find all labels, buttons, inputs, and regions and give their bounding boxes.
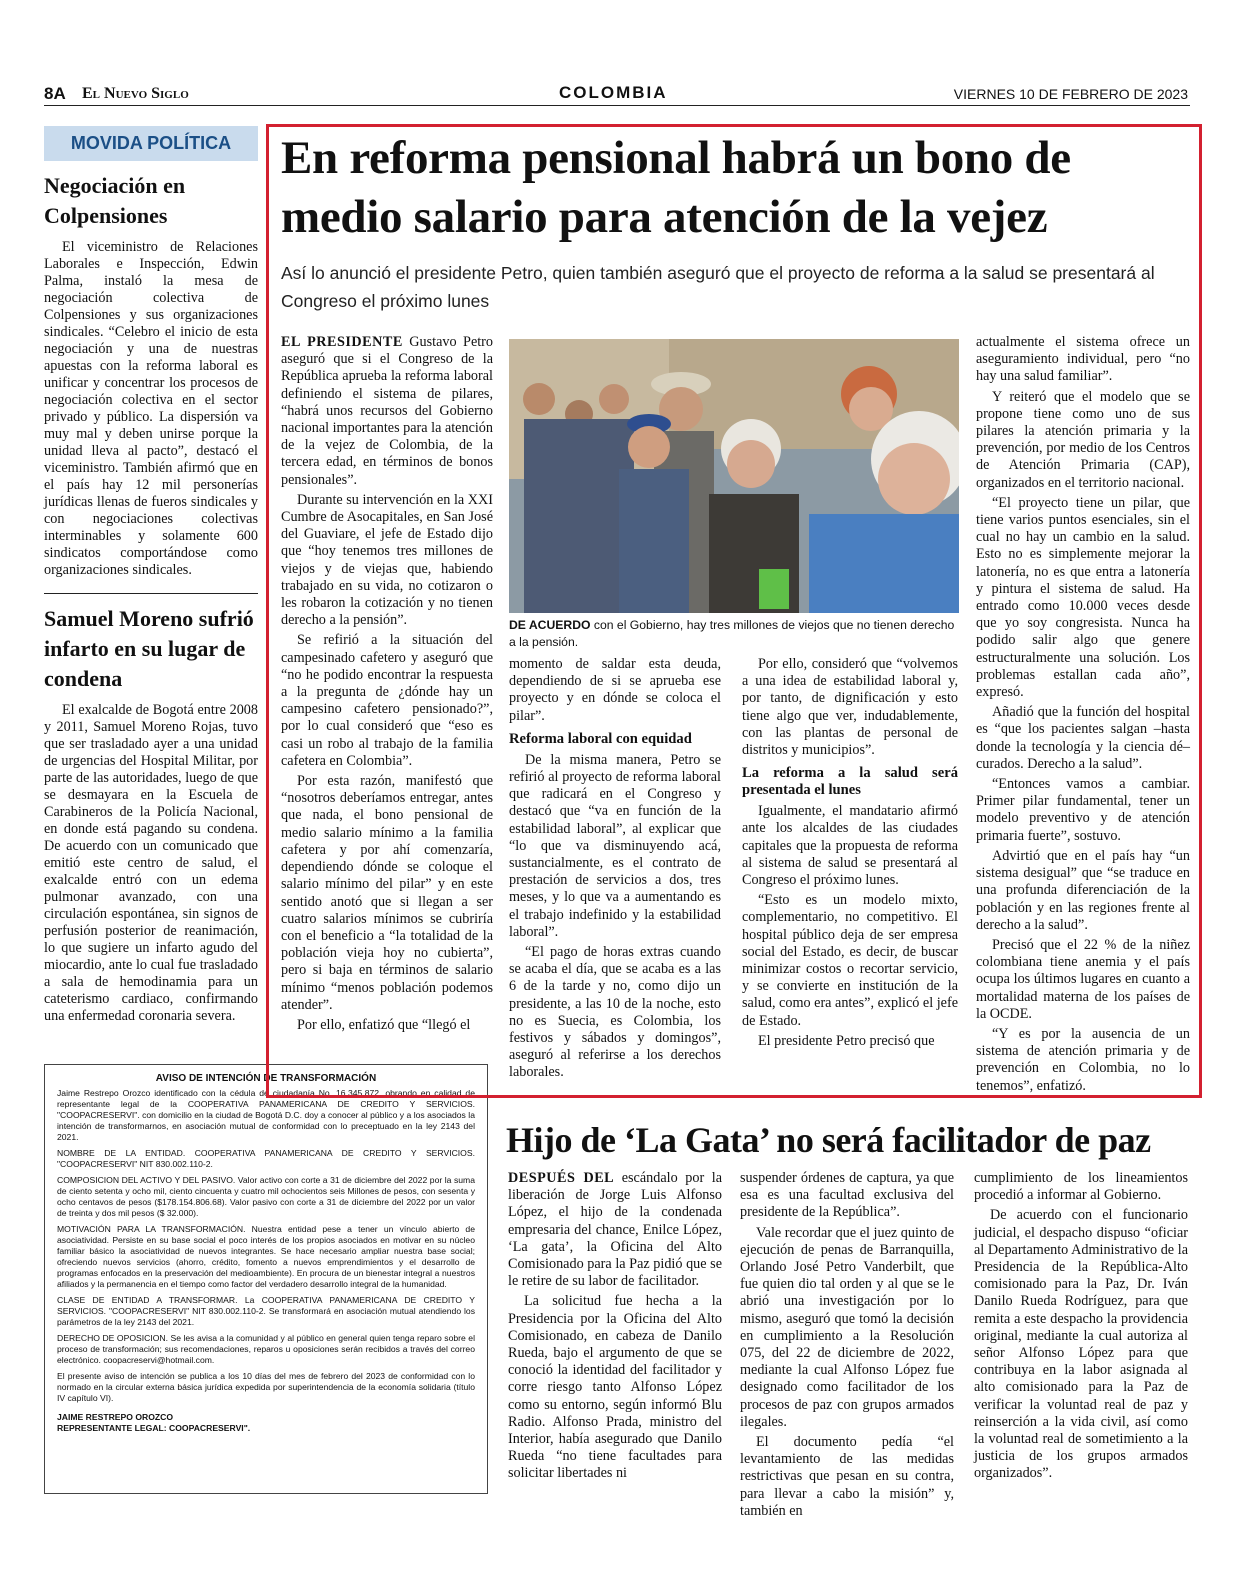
article-paragraph: Advirtió que en el país hay “un sistema desigual” que “se traduce en una profunda diferenciación de la población y en las regiones frente al derecho a la salud”. bbox=[976, 847, 1190, 933]
notice-paragraph: COMPOSICION DEL ACTIVO Y DEL PASIVO. Valor activo con corte a 31 de diciembre del 2022 por la suma de ciento setenta y ocho mil, ciento cincuenta y cuatro mil ochocientos seis Millones de pesos, con sesenta y ocho centavos de pesos ($178.154.806.68). Valor pasivo con corte a 31 de diciembre del 2022 por un valor de treinta y dos mil pesos ($ 32.000). bbox=[57, 1175, 475, 1218]
article-paragraph: Y reiteró que el modelo que se propone tiene como uno de sus pilares la atención primaria y la prevención, por medio de los Centros de Atención Primaria (CAP), organizados en el territorio nacional. bbox=[976, 388, 1190, 491]
article-kicker: EL PRESIDENTE bbox=[281, 334, 403, 350]
article-paragraph: De la misma manera, Petro se refirió al proyecto de reforma laboral que radicará en el Congreso y destacó que “va en función de la estabilidad laboral”, al explicar que “lo que va disminuyendo acá, sustancialmente, es el contrato de prestación de servicios a dos, tres meses, y lo que va a aumentando es el trabajo indefinido y la estabilidad laboral”. bbox=[509, 751, 721, 940]
notice-signature-name: JAIME RESTREPO OROZCO bbox=[57, 1412, 174, 1422]
brief-text-1: El viceministro de Relaciones Laborales e Inspección, Edwin Palma, instaló la mesa de negociación colectiva de Colpensiones y sus organizaciones sindicales. “Celebro el inicio de esta negociación y una de nuestras apuestas con la reforma laboral es unificar y concentrar los procesos de negociación colectiva en el sector privado y público. La dispersión va muy mal y deben unirse porque la unidad lleva al pacto”, destacó el viceministro. También afirmó que en el país hay 12 mil personerías jurídicas llenas de fueros sindicales y con negociaciones colectivas interminables y solamente 600 sindicatos comportándose como organizaciones sindicales. bbox=[44, 239, 258, 578]
caption-text: con el Gobierno, hay tres millones de viejos que no tienen derecho a la pensión. bbox=[509, 618, 955, 649]
elderly-people-photo bbox=[509, 339, 959, 613]
article-subheading: La reforma a la salud será presentada el lunes bbox=[742, 765, 958, 799]
article-column-1 bbox=[281, 334, 493, 1037]
photo-caption bbox=[509, 617, 959, 651]
brief-title-1: Negociación en Colpensiones bbox=[44, 173, 186, 228]
second-article-column-2 bbox=[740, 1170, 954, 1523]
article-paragraph: “Entonces vamos a cambiar. Primer pilar fundamental, tener un modelo preventivo y de atención primaria fuerte”, sostuvo. bbox=[976, 776, 1190, 844]
article-paragraph: “El pago de horas extras cuando se acaba el día, que se acaba es a las 6 de la tarde y no, como dijo un presidente, a las 10 de la noche, esto no es Suecia, es Colombia, los festivos y sábados y domingos”, aseguró al referirse a los derechos laborales. bbox=[509, 944, 721, 1081]
article-subheading: Reforma laboral con equidad bbox=[509, 730, 692, 747]
main-article bbox=[266, 124, 1202, 1098]
second-article-column-1 bbox=[508, 1170, 722, 1486]
article-headline: En reforma pensional habrá un bono de medio salario para atención de la vejez bbox=[281, 132, 1071, 243]
page-header bbox=[44, 82, 1190, 106]
article-paragraph: Igualmente, el mandatario afirmó ante los alcaldes de las ciudades capitales que la propuesta de reforma al sistema de salud se presentará al Congreso el próximo lunes. bbox=[742, 803, 958, 889]
article-column-3 bbox=[742, 656, 958, 1053]
notice-paragraph: MOTIVACIÓN PARA LA TRANSFORMACIÓN. Nuestra entidad pese a tener un vínculo abierto de asociatividad. Persiste en su base social el poco interés de los propios asociados en motivar en su núcleo familiar básico la asociatividad de nuevos integrantes. Se hace necesario ampliar nuestra base social; ofreciendo nuevos servicios (ahorro, crédito, fomento a nuevos emprendimientos y el desarrollo de programas enfocados en la preservación del medioambiente). En procura de un bienestar integral a nuestros afiliados y la permanencia en el tiempo como factor del verdadero desarrollo integral de la humanidad. bbox=[57, 1224, 475, 1289]
article-deck: Así lo anunció el presidente Petro, quien también aseguró que el proyecto de reforma a la salud se presentará al Congreso el próximo lunes bbox=[281, 263, 1155, 311]
article-paragraph: El presidente Petro precisó que bbox=[758, 1032, 935, 1049]
article-column-4 bbox=[976, 334, 1190, 1098]
article-paragraph: actualmente el sistema ofrece un aseguramiento individual, pero “no hay una salud familiar”. bbox=[976, 334, 1190, 385]
article-paragraph: Durante su intervención en la XXI Cumbre de Asocapitales, en San José del Guaviare, el jefe de Estado dijo que “hoy tenemos tres millones de viejos y de viejas que, habiendo trabajado en su vida, no cotizaron o les robaron la cotización y no tienen derecho a la pensión”. bbox=[281, 491, 493, 629]
notice-paragraph: Jaime Restrepo Orozco identificado con la cédula de ciudadanía No. 16.345.872, obrando en calidad de representante legal de la COOPERATIVA PANAMERICANA DE CREDITO Y SERVICIOS. "COOPACRESERVI". con domicilio en la ciudad de Bogotá D.C. doy a conocer al público y a los asociados la intención de transformarnos, en asociación mutual de conformidad con lo preceptuado en la ley 2143 del 2021. bbox=[57, 1088, 475, 1142]
notice-paragraph: CLASE DE ENTIDAD A TRANSFORMAR. La COOPERATIVA PANAMERICANA DE CREDITO Y SERVICIOS. "COOPACRESERVI" NIT 830.002.110-2. Se transformará en asociación mutual atendiendo los parámetros de la ley 2143 del 2021. bbox=[57, 1295, 475, 1327]
sidebar-label: MOVIDA POLÍTICA bbox=[44, 126, 258, 161]
article-paragraph: De acuerdo con el funcionario judicial, el despacho dispuso “oficiar al Departamento Administrativo de la Presidencia de la República-Alto comisionado para la Paz, Dr. Iván Danilo Rueda Rodríguez, para que remita a este despacho la providencia original, mediante la cual autoriza al señor Alfonso López para que contribuya en la labor asignada al alto comisionado para la Paz de verificar la voluntad real de paz y reinserción a la vida civil, así como la voluntad real de sometimiento a la justicia de los grupos armados organizados”. bbox=[974, 1207, 1188, 1482]
article-paragraph: Vale recordar que el juez quinto de ejecución de penas de Barranquilla, Orlando José Petro Vanderbilt, que fue quien dio tal orden y al que se le abrió una investigación por lo mismo, aseguró que tomó la decisión en cumplimiento a la Resolución 075, del 22 de diciembre de 2022, mediante la cual Alfonso López fue designado como facilitador de los procesos de paz con grupos armados ilegales. bbox=[740, 1224, 954, 1430]
article-paragraph: DESPUÉS DEL escándalo por la liberación de Jorge Luis Alfonso López, el hijo de la condenada empresaria del chance, Enilce López, ‘La gata’, la Oficina del Alto Comisionado para la Paz pidió que se le retire de su labor de facilitador. bbox=[508, 1170, 722, 1290]
second-article-column-3 bbox=[974, 1170, 1188, 1486]
legal-notice bbox=[44, 1064, 488, 1494]
article-paragraph: La solicitud fue hecha a la Presidencia por la Oficina del Alto Comisionado, en cabeza de Danilo Rueda, bajo el argumento de que se conoció la identidad del facilitador y corre riesgo tanto Alfonso López como su entorno, según informó Blu Radio. Alfonso Prada, ministro del Interior, había asegurado que Danilo Rueda “no tiene facultades para solicitar libertades ni bbox=[508, 1293, 722, 1482]
article-paragraph: Por ello, consideró que “volvemos a una idea de estabilidad laboral y, por tanto, de dignificación y esto tiene algo que ver, indudablemente, con las plantas de personal de distritos y municipios”. bbox=[742, 656, 958, 759]
article-paragraph: El documento pedía “el levantamiento de las medidas restrictivas que pesan en su contra, para llevar a cabo la misión” y, también en bbox=[740, 1434, 954, 1519]
article-photo bbox=[509, 339, 959, 613]
notice-paragraph: NOMBRE DE LA ENTIDAD. COOPERATIVA PANAMERICANA DE CREDITO Y SERVICIOS. "COOPACRESERVI" NIT 830.002.110-2. bbox=[57, 1148, 475, 1169]
issue-date: VIERNES 10 DE FEBRERO DE 2023 bbox=[953, 86, 1188, 102]
article-paragraph: “Esto es un modelo mixto, complementario, no competitivo. El hospital público deja de ser empresa social del Estado, es decir, de buscar minimizar costos o recortar servicio, y se convierte en institución de la salud, como era antes”, explicó el jefe de Estado. bbox=[742, 892, 958, 1029]
article-paragraph: Añadió que la función del hospital es “que los pacientes salgan –hasta donde la tecnología y la ciencia dé– curados. Derecho a la salud”. bbox=[976, 704, 1190, 772]
article-kicker: DESPUÉS DEL bbox=[508, 1170, 615, 1186]
newspaper-name: El Nuevo Siglo bbox=[82, 85, 189, 102]
notice-paragraph: DERECHO DE OPOSICION. Se les avisa a la comunidad y al público en general quien tenga reparo sobre el proceso de transformación; sus recomendaciones, reparos u oposiciones serán recibidos a través del correo electrónico. coopacreservi@hotmail.com. bbox=[57, 1333, 475, 1365]
brief-text-2: El exalcalde de Bogotá entre 2008 y 2011, Samuel Moreno Rojas, tuvo que ser trasladado ayer a una unidad de urgencias del Hospital Militar, por parte de las autoridades, luego de que se desmayara en la Escuela de Carabineros de la Policía Nacional, en donde está pagando su condena. De acuerdo con un comunicado que emitió este centro de salud, el exalcalde entró con un edema pulmonar avanzado, con una circulación espontánea, sin signos de perfusión posterior de reanimación, lo que sugiere un infarto agudo del miocardio, ante lo cual fue trasladado a sala de hemodinamia para un cateterismo cardiaco, confirmando una enfermedad coronaria severa. bbox=[44, 702, 258, 1024]
article-paragraph: suspender órdenes de captura, ya que esa es una facultad exclusiva del presidente de la República”. bbox=[740, 1170, 954, 1221]
caption-lead: DE ACUERDO bbox=[509, 618, 591, 632]
article-paragraph: “Y es por la ausencia de un sistema de atención primaria y de prevención en Colombia, no lo tenemos”, enfatizó. bbox=[976, 1025, 1190, 1094]
article-paragraph: Se refirió a la situación del campesinado cafetero y aseguró que “no he podido encontrar la respuesta a la pregunta de ¿dónde hay un campesino cafetero pensionado?”, por lo cual consideró que “eso es casi un robo al trabajo de la familia cafetera en Colombia”. bbox=[281, 632, 493, 769]
notice-paragraph: El presente aviso de intención se publica a los 10 días del mes de febrero del 2023 de conformidad con lo normado en la circular externa básica jurídica expedida por superintendencia de la economía solidaria (título IV capítulo VI). bbox=[57, 1371, 475, 1403]
article-paragraph: “El proyecto tiene un pilar, que tiene varios puntos esenciales, sin el cual no hay un cambio en la salud. Esto no es simplemente mejorar la latonería, no es que entra a latonería y pintura el sistema de salud. Ha entrado como 10.000 veces desde que yo soy congresista. Nunca ha podido salir algo que genere estructuralmente una solución. Los problemas estallan cada año”, expresó. bbox=[976, 494, 1190, 701]
brief-title-2: Samuel Moreno sufrió infarto en su lugar de condena bbox=[44, 593, 258, 694]
article-paragraph: cumplimiento de los lineamientos procedió a informar al Gobierno. bbox=[974, 1170, 1188, 1204]
notice-signature-role: REPRESENTANTE LEGAL: COOPACRESERVI". bbox=[57, 1423, 251, 1433]
notice-title: AVISO DE INTENCIÓN DE TRANSFORMACIÓN bbox=[155, 1073, 377, 1084]
article-paragraph: Precisó que el 22 % de la niñez colombiana tiene anemia y el país ocupa los últimos lugares en cuanto a mortalidad materna de los países de la OCDE. bbox=[976, 936, 1190, 1022]
article-paragraph: momento de saldar esta deuda, dependiendo de si se aprueba ese proyecto y en dónde se coloca el pilar”. bbox=[509, 656, 721, 724]
section-name: COLOMBIA bbox=[559, 83, 668, 102]
second-article-headline: Hijo de ‘La Gata’ no será facilitador de paz bbox=[506, 1120, 1151, 1160]
article-paragraph: Por ello, enfatizó que “llegó el bbox=[297, 1016, 471, 1033]
article-paragraph: EL PRESIDENTE Gustavo Petro aseguró que si el Congreso de la República aprueba la reforma laboral definiendo el sistema de pilares, “habrá unos recursos del Gobierno nacional importantes para la atención de la vejez de Colombia, de la tercera edad, en términos de bonos pensionales”. bbox=[281, 334, 493, 488]
article-column-2 bbox=[509, 656, 721, 1085]
page-number: 8A bbox=[44, 84, 66, 103]
article-paragraph: Por esta razón, manifestó que “nosotros deberíamos entregar, antes que nada, el bono pensional de medio salario mínimo a la familia cafetera y por ahí comenzaría, dependiendo dónde se coloque el salario mínimo del pilar” y en este sentido anotó que si llegan a ser cuatro salarios mínimos se cubriría con el beneficio a “la totalidad de la población vieja hoy no cubierta”, pero si baja en términos de salario mínimo “menos población podemos atender”. bbox=[281, 773, 493, 1013]
sidebar-column bbox=[44, 126, 258, 1025]
